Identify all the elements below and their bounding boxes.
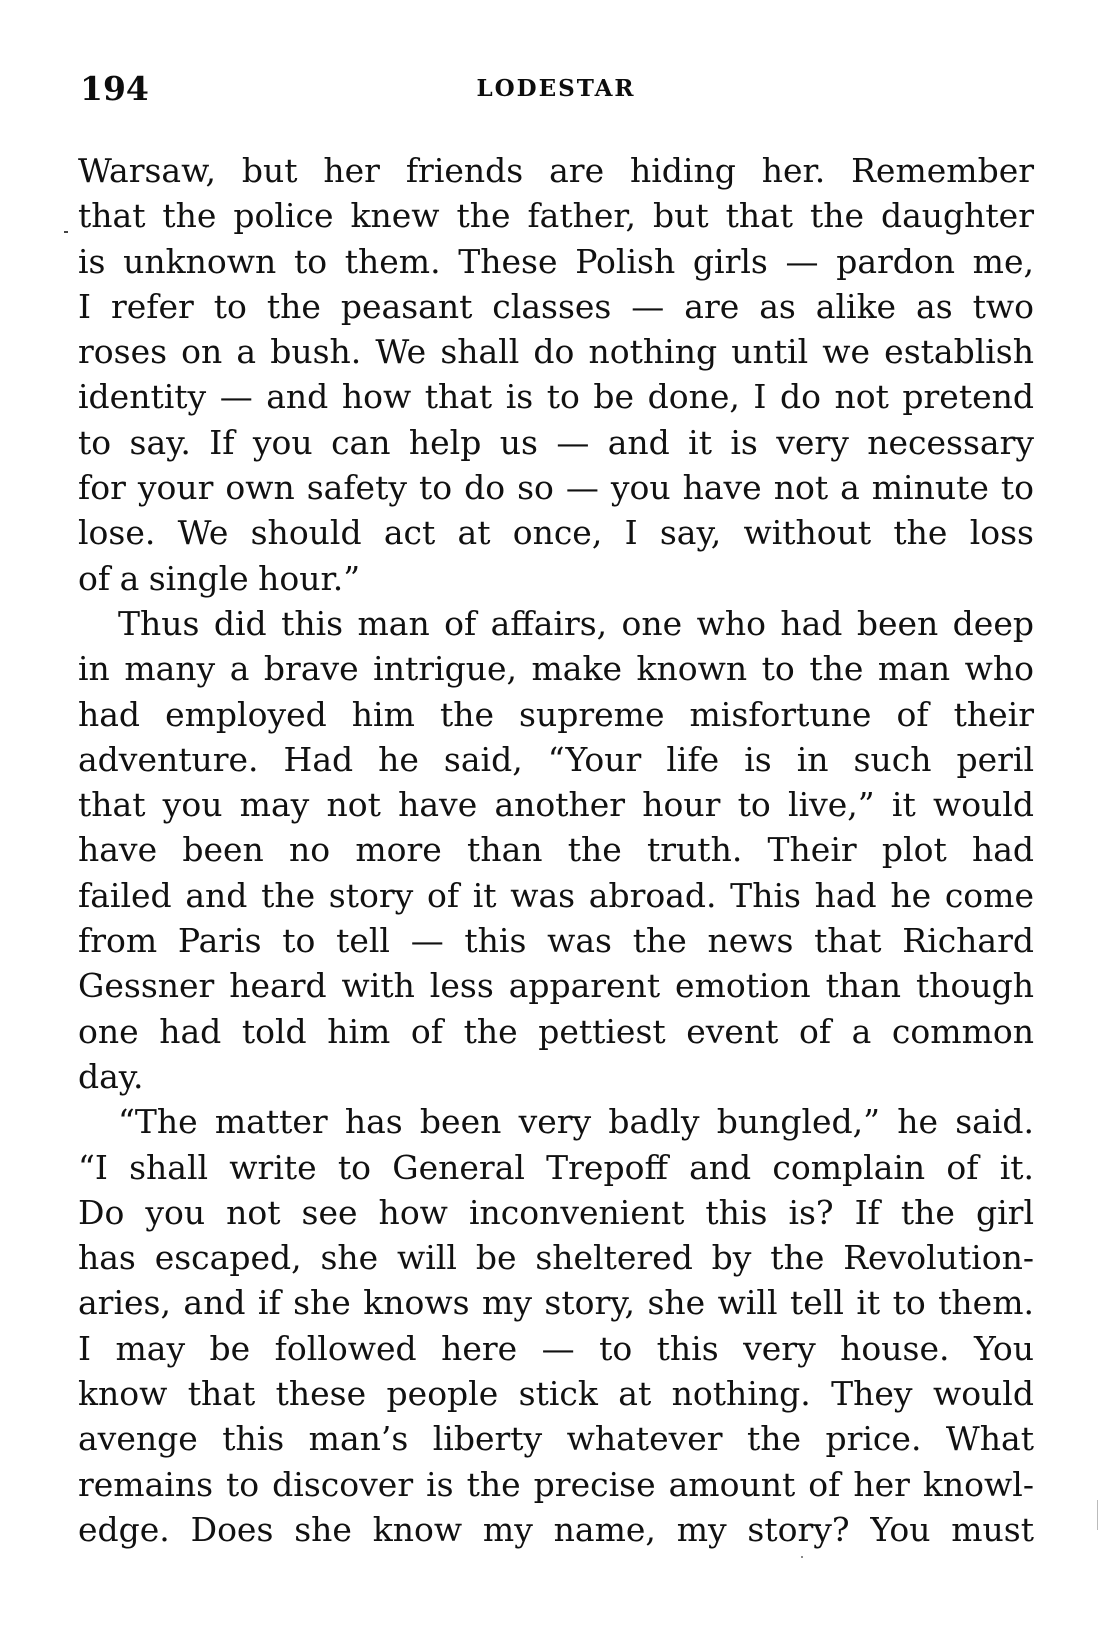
- text-line: had employed him the supreme misfortune of their: [78, 694, 1034, 734]
- text-line: edge. Does she know my name, my story? You must: [78, 1509, 1034, 1549]
- page-header: [80, 64, 1032, 114]
- text-line: of a single hour.”: [78, 558, 361, 598]
- text-line: “I shall write to General Trepoff and complain of it.: [78, 1147, 1034, 1187]
- scan-mark: [1097, 1500, 1098, 1530]
- body-text: [78, 148, 1034, 1552]
- text-line: I refer to the peasant classes — are as alike as two: [78, 286, 1034, 326]
- text-line: avenge this man’s liberty whatever the price. What: [78, 1419, 1034, 1459]
- text-line: one had told him of the pettiest event of a common: [78, 1011, 1034, 1051]
- text-line: adventure. Had he said, “Your life is in such peril: [78, 739, 1034, 779]
- scan-mark: [64, 231, 68, 233]
- scan-mark: [801, 1556, 803, 1558]
- text-line: know that these people stick at nothing. They would: [78, 1374, 1034, 1414]
- text-line: aries, and if she knows my story, she will tell it to them.: [78, 1283, 1034, 1323]
- text-line: for your own safety to do so — you have not a minute to: [78, 468, 1034, 508]
- text-line: that you may not have another hour to live,” it would: [78, 785, 1034, 825]
- text-line: Do you not see how inconvenient this is? If the girl: [78, 1192, 1034, 1232]
- text-line: lose. We should act at once, I say, without the loss: [78, 513, 1034, 553]
- text-line: Thus did this man of affairs, one who had been deep: [118, 603, 1034, 643]
- text-line: remains to discover is the precise amount of her knowl-: [78, 1464, 1034, 1504]
- page-number: 194: [80, 69, 149, 108]
- text-line: to say. If you can help us — and it is very necessary: [78, 422, 1034, 462]
- running-head: LODESTAR: [476, 75, 636, 102]
- text-line: in many a brave intrigue, make known to the man who: [78, 649, 1034, 689]
- text-line: that the police knew the father, but that the daughter: [78, 196, 1034, 236]
- text-line: Warsaw, but her friends are hiding her. Remember: [78, 151, 1034, 190]
- text-line: roses on a bush. We shall do nothing until we establish: [78, 332, 1034, 372]
- text-line: failed and the story of it was abroad. This had he come: [78, 875, 1034, 915]
- text-line: have been no more than the truth. Their plot had: [78, 830, 1034, 870]
- text-line: is unknown to them. These Polish girls — pardon me,: [78, 241, 1034, 281]
- text-line: I may be followed here — to this very house. You: [78, 1328, 1034, 1368]
- text-line: Gessner heard with less apparent emotion than though: [78, 966, 1034, 1006]
- text-line: from Paris to tell — this was the news that Richard: [78, 921, 1034, 961]
- text-line: “The matter has been very badly bungled,” he said.: [118, 1102, 1034, 1142]
- text-line: day.: [78, 1056, 144, 1096]
- text-line: identity — and how that is to be done, I do not pretend: [78, 377, 1034, 417]
- text-line: has escaped, she will be sheltered by the Revolution-: [78, 1238, 1034, 1278]
